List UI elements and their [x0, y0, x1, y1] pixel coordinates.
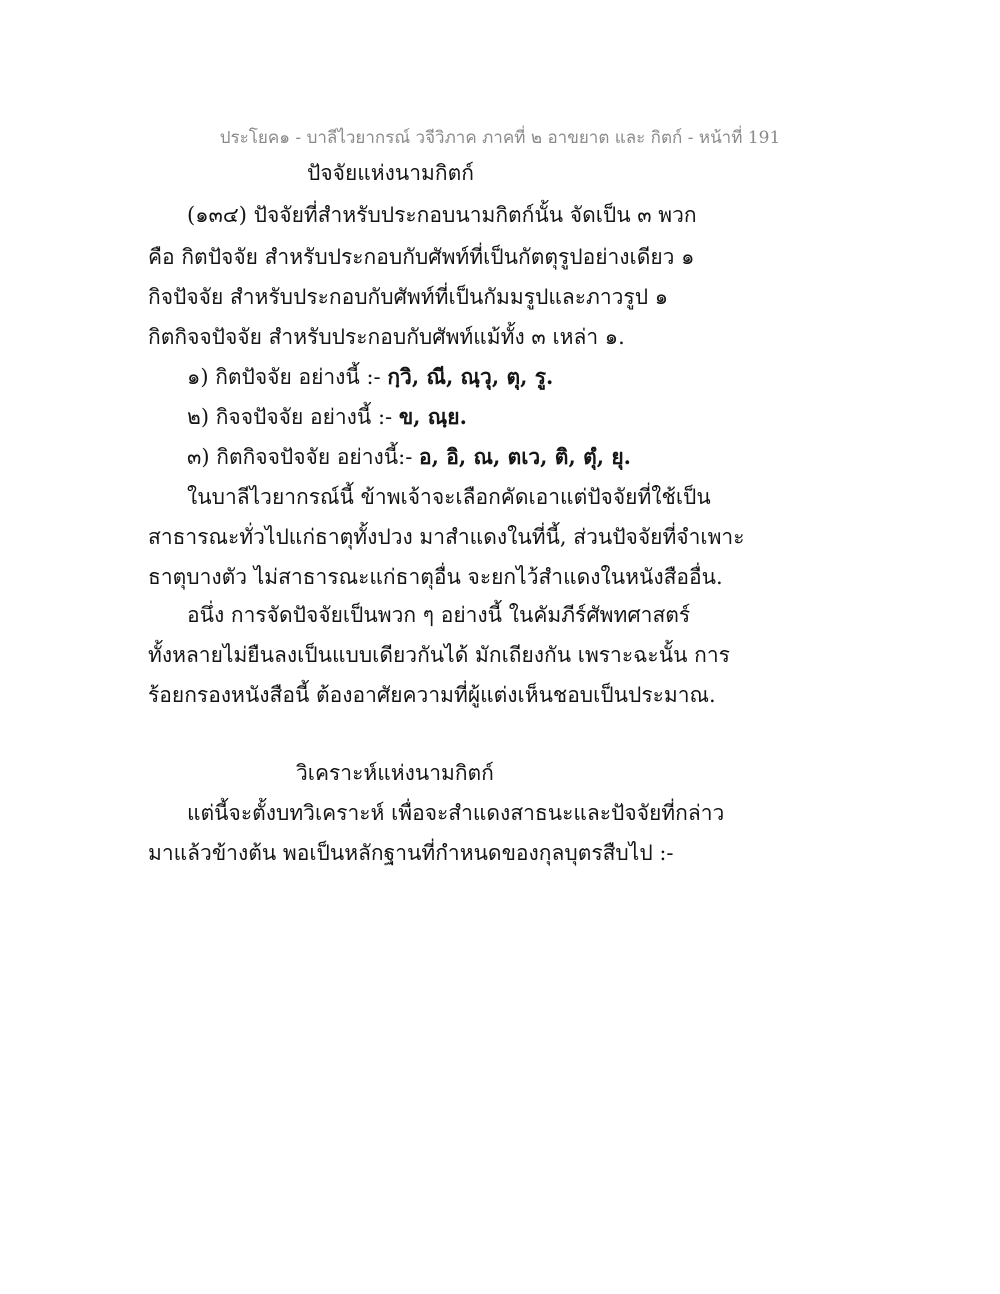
- section-heading-analysis: วิเคราะห์แห่งนามกิตก์: [296, 761, 494, 785]
- paragraph-line: สาธารณะทั่วไปแก่ธาตุทั้งปวง มาสำแดงในที่นี้, ส่วนปัจจัยที่จำเพาะ: [148, 525, 745, 549]
- list-item-label: ๓) กิตกิจจปัจจัย อย่างนี้:-: [187, 445, 413, 469]
- paragraph-line: คือ กิตปัจจัย สำหรับประกอบกับศัพท์ที่เป็นกัตตุรูปอย่างเดียว ๑: [148, 245, 695, 269]
- list-item: [187, 442, 631, 472]
- list-item-label: ๑) กิตปัจจัย อย่างนี้ :-: [187, 365, 381, 389]
- page-header: ประโยค๑ - บาลีไวยากรณ์ วจีวิภาค ภาคที่ ๒ อาขยาต และ กิตก์ - หน้าที่ 191: [219, 128, 781, 148]
- paragraph-line: แต่นี้จะตั้งบทวิเคราะห์ เพื่อจะสำแดงสาธนะและปัจจัยที่กล่าว: [187, 801, 725, 825]
- list-item-suffixes: กฺวิ, ณี, ณฺวุ, ตุ, รู.: [387, 364, 554, 389]
- paragraph-line: อนึ่ง การจัดปัจจัยเป็นพวก ๆ อย่างนี้ ในคัมภีร์ศัพทศาสตร์: [187, 603, 691, 627]
- list-item: [187, 362, 553, 392]
- paragraph-line: กิจปัจจัย สำหรับประกอบกับศัพท์ที่เป็นกัมมรูปและภาวรูป ๑: [148, 285, 669, 309]
- paragraph-line: ธาตุบางตัว ไม่สาธารณะแก่ธาตุอื่น จะยกไว้สำแดงในหนังสืออื่น.: [148, 565, 723, 589]
- paragraph-line: (๑๓๔) ปัจจัยที่สำหรับประกอบนามกิตก์นั้น จัดเป็น ๓ พวก: [187, 203, 697, 227]
- paragraph-line: ในบาลีไวยากรณ์นี้ ข้าพเจ้าจะเลือกคัดเอาแต่ปัจจัยที่ใช้เป็น: [187, 485, 711, 509]
- paragraph-line: ร้อยกรองหนังสือนี้ ต้องอาศัยความที่ผู้แต่งเห็นชอบเป็นประมาณ.: [148, 683, 716, 707]
- paragraph-line: กิตกิจจปัจจัย สำหรับประกอบกับศัพท์แม้ทั้ง ๓ เหล่า ๑.: [148, 325, 625, 349]
- list-item-suffixes: ข, ณฺย.: [398, 404, 467, 429]
- section-heading-suffixes: ปัจจัยแห่งนามกิตก์: [307, 161, 474, 185]
- paragraph-line: ทั้งหลายไม่ยืนลงเป็นแบบเดียวกันได้ มักเถียงกัน เพราะฉะนั้น การ: [148, 643, 730, 667]
- paragraph-line: มาแล้วข้างต้น พอเป็นหลักฐานที่กำหนดของกุลบุตรสืบไป :-: [148, 841, 674, 865]
- list-item: [187, 402, 467, 432]
- list-item-label: ๒) กิจจปัจจัย อย่างนี้ :-: [187, 405, 393, 429]
- list-item-suffixes: อ, อิ, ณ, ตเว, ติ, ตุํ, ยุ.: [419, 444, 631, 469]
